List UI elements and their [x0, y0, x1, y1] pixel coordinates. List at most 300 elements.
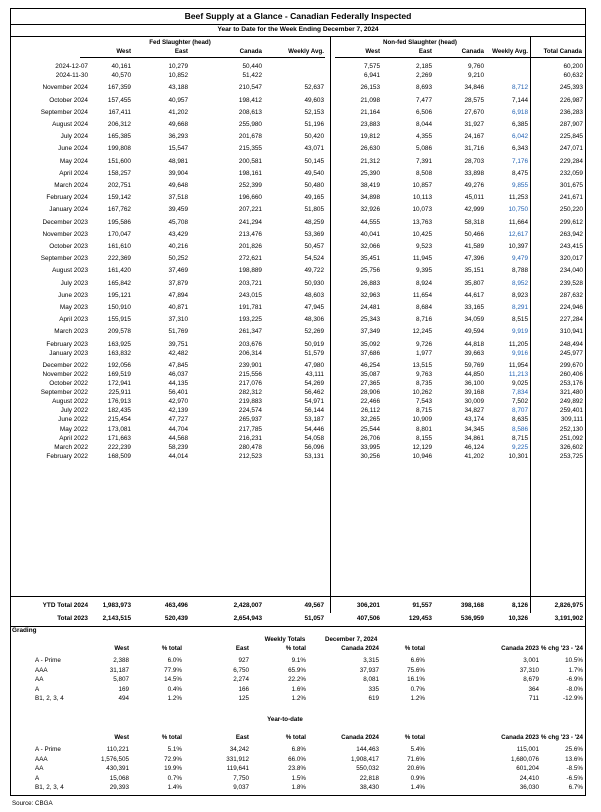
table-cell: 50,480 — [304, 181, 324, 189]
table-cell: 30,256 — [360, 452, 380, 460]
table-cell: 56,096 — [304, 443, 324, 451]
table-cell: 40,041 — [360, 230, 380, 238]
table-cell: 7,543 — [416, 398, 432, 406]
row-label: 2024-11-30 — [55, 72, 88, 80]
table-cell: 33,165 — [464, 303, 484, 311]
grading-cell: -8.0% — [566, 685, 583, 693]
grading-cell: 36,030 — [519, 784, 539, 792]
table-cell: 31,927 — [464, 120, 484, 128]
table-cell: 49,276 — [464, 181, 484, 189]
table-cell: 263,942 — [559, 230, 583, 238]
table-cell: 6,343 — [512, 145, 528, 153]
grading-cell: 619 — [368, 695, 379, 703]
table-cell: 165,385 — [107, 133, 131, 141]
table-cell: 7,575 — [364, 63, 380, 70]
table-cell: 50,919 — [304, 340, 324, 348]
table-cell: 8,801 — [416, 425, 432, 433]
table-cell: 49,594 — [464, 328, 484, 336]
table-cell: 48,306 — [304, 316, 324, 324]
grading-cell: 430,391 — [106, 765, 129, 773]
grading-cell: 72.9% — [164, 755, 182, 763]
grade-label: AAA — [35, 666, 48, 674]
table-row — [11, 370, 585, 379]
subtitle-divider — [10, 36, 586, 37]
table-cell: 37,349 — [360, 328, 380, 336]
table-cell: 40,161 — [111, 63, 131, 70]
grading-cell: 15,068 — [109, 774, 129, 782]
table-cell: 41,589 — [464, 242, 484, 250]
grading-divider — [10, 626, 586, 627]
table-cell: 260,406 — [559, 370, 583, 378]
table-cell: 255,980 — [238, 120, 262, 128]
row-label: October 2023 — [49, 242, 88, 250]
table-cell: 56,462 — [304, 389, 324, 397]
grading-cell: 5,807 — [113, 676, 129, 684]
grading-cell: 1.2% — [291, 695, 306, 703]
table-cell: 44,568 — [168, 434, 188, 442]
table-cell: 50,252 — [168, 255, 188, 263]
table-cell: 245,977 — [559, 349, 583, 357]
table-cell: 243,415 — [559, 242, 583, 250]
table-cell: 234,040 — [559, 267, 583, 275]
table-cell: 43,111 — [305, 370, 324, 378]
grading-cell: 6,750 — [233, 666, 249, 674]
row-label: June 2022 — [58, 416, 88, 424]
row-label: August 2023 — [52, 267, 88, 275]
table-cell: 172,941 — [107, 380, 131, 387]
row-label: May 2022 — [59, 425, 88, 433]
table-cell: 165,842 — [107, 279, 131, 287]
table-cell: 167,359 — [107, 84, 131, 92]
table-cell: 51,769 — [168, 328, 188, 336]
table-cell: 9,225 — [512, 443, 528, 451]
grading-cell: 16.1% — [407, 676, 425, 684]
total-cell: 407,506 — [356, 615, 380, 622]
row-label: November 2022 — [42, 370, 88, 378]
table-cell: 26,883 — [360, 279, 380, 287]
table-cell: 8,715 — [416, 407, 432, 415]
table-row — [11, 71, 585, 80]
table-cell: 247,071 — [559, 145, 583, 153]
table-cell: 34,827 — [464, 407, 484, 415]
grading-weekly-header: Weekly Totals — [264, 636, 306, 643]
grade-label: A - Prime — [35, 657, 61, 664]
table-cell: 44,617 — [464, 291, 484, 299]
total-cell: 2,826,975 — [554, 602, 583, 609]
total-row — [11, 601, 585, 610]
grading-cell: 1.7% — [568, 666, 583, 674]
grading-cell: 144,463 — [356, 746, 379, 753]
total-cell: 51,057 — [304, 615, 324, 622]
table-row — [11, 397, 585, 406]
table-row — [11, 303, 585, 312]
table-cell: 9,395 — [416, 267, 432, 275]
grading-col-header: Canada 2024 — [341, 734, 379, 741]
table-cell: 10,262 — [412, 389, 432, 397]
grading-cell: -12.9% — [563, 695, 583, 703]
table-cell: 10,909 — [412, 416, 432, 424]
table-cell: 8,712 — [512, 84, 528, 92]
table-cell: 44,850 — [464, 370, 484, 378]
table-cell: 191,781 — [238, 303, 262, 311]
grade-label: B1, 2, 3, 4 — [35, 784, 64, 792]
table-cell: 200,581 — [238, 157, 262, 165]
row-label: December 2022 — [42, 361, 88, 369]
table-cell: 299,612 — [559, 218, 583, 226]
grading-cell: 23.8% — [288, 765, 306, 773]
table-cell: 59,769 — [464, 361, 484, 369]
grading-cell: 2,388 — [113, 657, 129, 664]
table-cell: 28,575 — [464, 96, 484, 104]
table-row — [11, 340, 585, 349]
table-cell: 12,617 — [508, 230, 528, 238]
row-label: March 2024 — [54, 181, 88, 189]
table-cell: 216,231 — [238, 434, 262, 442]
grading-col-header: East — [235, 734, 249, 741]
table-cell: 8,693 — [416, 84, 432, 92]
table-cell: 6,385 — [512, 120, 528, 128]
grading-cell: 8,679 — [523, 676, 539, 684]
table-row — [11, 96, 585, 105]
table-row — [11, 157, 585, 166]
table-cell: 39,904 — [168, 169, 188, 177]
table-cell: 198,412 — [238, 96, 262, 104]
table-cell: 54,524 — [304, 255, 324, 263]
table-cell: 201,826 — [238, 242, 262, 250]
table-cell: 8,715 — [512, 434, 528, 442]
total-cell: 2,143,515 — [102, 615, 131, 622]
table-cell: 212,523 — [238, 452, 262, 460]
table-cell: 39,663 — [464, 349, 484, 357]
grading-col-header: West — [114, 734, 129, 741]
table-cell: 39,459 — [168, 206, 188, 214]
table-cell: 225,845 — [559, 133, 583, 141]
table-row — [11, 218, 585, 227]
grading-cell: 494 — [118, 695, 129, 703]
grading-cell: 5.1% — [167, 746, 182, 753]
table-row — [11, 230, 585, 239]
table-cell: 51,579 — [304, 349, 324, 357]
table-cell: 182,435 — [107, 407, 131, 415]
table-cell: 167,411 — [108, 108, 131, 116]
table-cell: 7,144 — [512, 96, 528, 104]
table-cell: 10,073 — [412, 206, 432, 214]
table-cell: 171,663 — [107, 434, 131, 442]
grading-cell: 1,908,417 — [350, 755, 379, 763]
table-cell: 7,176 — [512, 157, 528, 165]
table-cell: 8,707 — [512, 407, 528, 415]
table-cell: 54,269 — [304, 380, 324, 387]
grading-cell: 13.6% — [565, 755, 583, 763]
col-header-nonfed-canada: Canada — [461, 48, 484, 55]
grading-cell: 10.5% — [565, 657, 583, 664]
table-cell: 239,528 — [559, 279, 583, 287]
table-cell: 215,454 — [107, 416, 131, 424]
table-row — [11, 388, 585, 397]
grading-cell: 38,430 — [359, 784, 379, 792]
grading-cell: 34,242 — [229, 746, 249, 753]
grading-row — [11, 746, 585, 754]
table-cell: 25,756 — [360, 267, 380, 275]
table-cell: 26,153 — [360, 84, 380, 92]
table-cell: 52,269 — [304, 328, 324, 336]
grade-label: A — [35, 774, 40, 782]
table-row — [11, 406, 585, 415]
grading-cell: 7,750 — [233, 774, 249, 782]
row-label: September 2024 — [40, 108, 88, 116]
table-cell: 47,894 — [168, 291, 188, 299]
table-row — [11, 349, 585, 358]
grading-cell: 37,310 — [519, 666, 539, 674]
col-header-nonfed-west: West — [365, 48, 380, 55]
table-cell: 310,941 — [559, 328, 583, 336]
table-cell: 27,365 — [360, 380, 380, 387]
grading-cell: 550,032 — [356, 765, 379, 773]
table-cell: 48,259 — [304, 218, 324, 226]
table-cell: 287,632 — [559, 291, 583, 299]
table-cell: 9,763 — [416, 370, 432, 378]
row-label: April 2022 — [59, 434, 88, 442]
total-cell: 91,557 — [412, 602, 432, 609]
page-subtitle: Year to Date for the Week Ending December 7, 2024 — [217, 26, 379, 33]
table-cell: 10,301 — [508, 452, 528, 460]
grading-row — [11, 676, 585, 684]
grading-row — [11, 686, 585, 694]
grading-cell: 166 — [238, 685, 249, 693]
grading-cell: 110,221 — [106, 746, 129, 753]
table-cell: 15,547 — [168, 145, 188, 153]
grading-cell: -8.5% — [566, 765, 583, 773]
table-cell: 8,155 — [416, 434, 432, 442]
table-cell: 53,369 — [304, 230, 324, 238]
grading-cell: 1.6% — [291, 685, 306, 693]
table-cell: 208,613 — [238, 108, 262, 116]
grading-col-header: % chg '23 - '24 — [540, 645, 583, 652]
table-cell: 42,999 — [464, 206, 484, 214]
table-row — [11, 254, 585, 263]
table-cell: 37,469 — [168, 267, 188, 275]
table-cell: 25,544 — [360, 425, 380, 433]
grading-cell: 1.2% — [410, 695, 425, 703]
table-cell: 37,518 — [168, 194, 188, 202]
table-cell: 37,686 — [360, 349, 380, 357]
table-row — [11, 291, 585, 300]
table-cell: 34,898 — [360, 194, 380, 202]
table-cell: 49,165 — [304, 194, 324, 202]
table-row — [11, 108, 585, 117]
table-cell: 8,716 — [416, 316, 432, 324]
table-cell: 24,167 — [464, 133, 484, 141]
table-cell: 49,668 — [168, 120, 188, 128]
table-cell: 28,906 — [360, 389, 380, 397]
table-cell: 169,519 — [107, 370, 131, 378]
table-cell: 48,981 — [168, 157, 188, 165]
table-cell: 9,855 — [512, 181, 528, 189]
table-cell: 8,508 — [416, 169, 432, 177]
grading-row — [11, 695, 585, 703]
table-cell: 36,100 — [464, 380, 484, 387]
nonfed-group-header: Non-fed Slaughter (head) — [383, 39, 457, 46]
row-label: January 2023 — [49, 349, 88, 357]
table-cell: 8,291 — [512, 303, 528, 311]
grading-col-header: Canada 2023 — [501, 645, 539, 652]
table-cell: 321,480 — [559, 389, 583, 397]
row-label: August 2024 — [52, 120, 88, 128]
col-header-fed-weekly: Weekly Avg. — [288, 48, 324, 55]
table-cell: 43,174 — [464, 416, 484, 424]
row-label: October 2024 — [49, 96, 88, 104]
grading-cell: 19.9% — [164, 765, 182, 773]
table-cell: 6,042 — [512, 133, 528, 141]
table-cell: 4,355 — [416, 133, 432, 141]
table-cell: 252,399 — [238, 181, 262, 189]
table-cell: 9,760 — [468, 63, 484, 70]
grading-cell: 9,037 — [233, 784, 249, 792]
table-cell: 213,476 — [238, 230, 262, 238]
table-cell: 9,025 — [512, 380, 528, 387]
table-cell: 45,011 — [464, 194, 484, 202]
table-row — [11, 83, 585, 92]
table-cell: 249,892 — [559, 398, 583, 406]
table-cell: 217,785 — [238, 425, 262, 433]
table-row — [11, 62, 585, 71]
table-cell: 217,076 — [238, 380, 262, 387]
table-cell: 34,059 — [464, 316, 484, 324]
table-cell: 26,112 — [360, 407, 380, 415]
table-cell: 10,750 — [508, 206, 528, 214]
table-cell: 25,343 — [360, 316, 380, 324]
table-row — [11, 169, 585, 178]
table-cell: 44,704 — [168, 425, 188, 433]
grading-col-header: % total — [161, 734, 182, 741]
grading-cell: 8,081 — [363, 676, 379, 684]
table-cell: 35,807 — [464, 279, 484, 287]
table-cell: 207,221 — [238, 206, 262, 214]
table-cell: 27,670 — [464, 108, 484, 116]
table-row — [11, 181, 585, 190]
table-cell: 54,971 — [304, 398, 324, 406]
table-cell: 8,684 — [416, 303, 432, 311]
table-cell: 11,945 — [412, 255, 432, 263]
table-cell: 11,664 — [508, 218, 528, 226]
table-cell: 229,284 — [559, 157, 583, 165]
table-cell: 44,135 — [168, 380, 188, 387]
grading-weekly-date: December 7, 2024 — [325, 636, 378, 643]
table-cell: 34,861 — [464, 434, 484, 442]
row-label: March 2023 — [54, 328, 88, 336]
table-cell: 203,721 — [238, 279, 262, 287]
table-cell: 195,586 — [107, 218, 131, 226]
grading-cell: 335 — [368, 685, 379, 693]
table-cell: 33,995 — [360, 443, 380, 451]
grading-cell: 14.5% — [164, 676, 182, 684]
table-cell: 24,481 — [360, 303, 380, 311]
table-cell: 206,314 — [238, 349, 262, 357]
grading-col-header: Canada 2023 — [501, 734, 539, 741]
table-cell: 168,509 — [107, 452, 131, 460]
col-header-fed-east: East — [174, 48, 188, 55]
grading-col-header: % total — [404, 645, 425, 652]
table-row — [11, 327, 585, 336]
grading-cell: 6.7% — [568, 784, 583, 792]
table-cell: 35,092 — [360, 340, 380, 348]
table-cell: 224,946 — [559, 303, 583, 311]
table-cell: 26,706 — [360, 434, 380, 442]
grading-cell: 22.2% — [288, 676, 306, 684]
table-cell: 195,121 — [107, 291, 131, 299]
grading-cell: 711 — [528, 695, 539, 703]
total-cell: 2,654,943 — [233, 615, 262, 622]
table-cell: 224,574 — [238, 407, 262, 415]
table-cell: 54,058 — [304, 434, 324, 442]
grading-col-header: East — [235, 645, 249, 652]
grading-cell: 75.6% — [407, 666, 425, 674]
table-cell: 173,081 — [107, 425, 131, 433]
table-cell: 54,446 — [304, 425, 324, 433]
row-label: July 2023 — [60, 279, 88, 287]
grading-cell: 1,680,076 — [510, 755, 539, 763]
table-cell: 47,980 — [304, 361, 324, 369]
total-cell: 3,191,902 — [554, 615, 583, 622]
table-cell: 6,506 — [416, 108, 432, 116]
row-label: April 2023 — [59, 316, 88, 324]
grading-cell: 0.7% — [167, 774, 182, 782]
grading-cell: 601,204 — [516, 765, 539, 773]
table-cell: 9,919 — [512, 328, 528, 336]
table-cell: 50,440 — [242, 63, 262, 70]
row-label: November 2024 — [42, 84, 88, 92]
table-cell: 46,124 — [464, 443, 484, 451]
table-cell: 47,945 — [304, 303, 324, 311]
table-cell: 163,832 — [107, 349, 131, 357]
table-cell: 287,907 — [559, 120, 583, 128]
table-cell: 35,151 — [464, 267, 484, 275]
table-cell: 26,630 — [360, 145, 380, 153]
grading-cell: 169 — [118, 685, 129, 693]
grade-label: A — [35, 685, 40, 693]
col-header-nonfed-east: East — [418, 48, 432, 55]
row-label: September 2022 — [40, 389, 88, 397]
table-cell: 209,578 — [107, 328, 131, 336]
table-cell: 41,202 — [464, 452, 484, 460]
grading-cell: 1.5% — [291, 774, 306, 782]
table-cell: 9,523 — [416, 242, 432, 250]
table-cell: 56,144 — [304, 407, 324, 415]
grading-cell: 125 — [238, 695, 249, 703]
total-row-label: Total 2023 — [57, 615, 88, 622]
table-cell: 33,898 — [464, 169, 484, 177]
table-cell: 46,037 — [168, 370, 188, 378]
table-cell: 56,401 — [168, 389, 188, 397]
table-cell: 49,722 — [304, 267, 324, 275]
grading-cell: 71.6% — [407, 755, 425, 763]
grading-cell: 1.2% — [167, 695, 182, 703]
row-label: July 2024 — [60, 133, 88, 141]
table-cell: 250,220 — [559, 206, 583, 214]
table-cell: 42,482 — [168, 349, 188, 357]
table-cell: 167,762 — [107, 206, 131, 214]
grading-cell: 29,393 — [109, 784, 129, 792]
table-row — [11, 266, 585, 275]
table-cell: 8,044 — [416, 120, 432, 128]
table-cell: 38,419 — [360, 181, 380, 189]
table-row — [11, 434, 585, 443]
source-note: Source: CBGA — [12, 800, 53, 807]
table-cell: 11,213 — [508, 370, 528, 378]
table-cell: 10,279 — [168, 63, 188, 70]
grading-cell: 927 — [238, 657, 249, 664]
table-row — [11, 379, 585, 388]
